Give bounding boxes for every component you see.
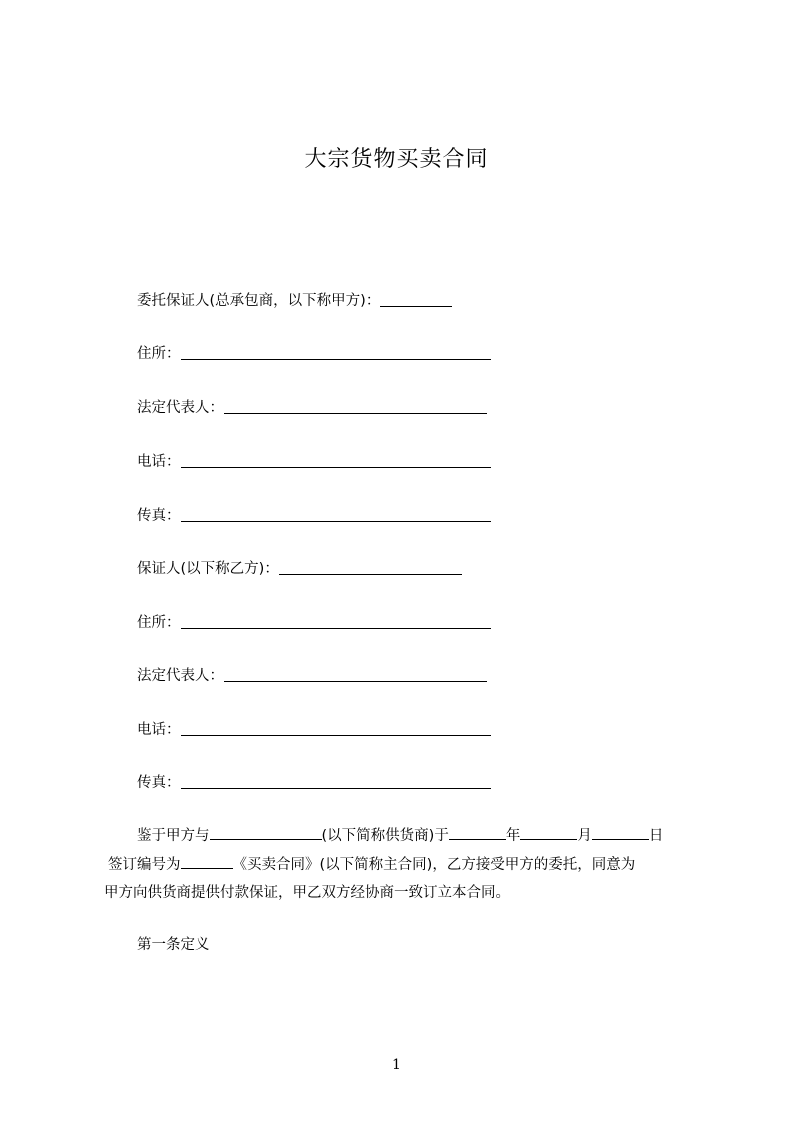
party-b-rep-label: 法定代表人： (137, 668, 224, 684)
party-b-rep-field (137, 665, 487, 685)
party-a-label: 委托保证人(总承包商，以下称甲方)： (137, 293, 381, 309)
party-a-fax-blank (181, 520, 491, 522)
supplier-blank (210, 838, 322, 840)
party-b-address-blank (181, 627, 491, 629)
party-a-address-label: 住所： (137, 346, 181, 362)
party-b-rep-blank (224, 680, 487, 682)
intro-text-2: (以下简称供货商)于 (321, 828, 449, 844)
party-a-rep-blank (224, 412, 487, 414)
contract-number-blank (181, 867, 233, 869)
year-blank (449, 838, 506, 840)
party-b-fax-blank (181, 787, 491, 789)
party-b-field (137, 558, 462, 578)
month-label: 月 (577, 828, 592, 844)
party-a-phone-field (137, 451, 491, 471)
day-blank (592, 838, 649, 840)
party-a-rep-label: 法定代表人： (137, 400, 224, 416)
month-blank (520, 838, 577, 840)
party-a-rep-field (137, 397, 487, 417)
party-a-blank (380, 305, 452, 307)
intro-line-2 (108, 853, 635, 874)
party-b-phone-label: 电话： (137, 722, 181, 738)
year-label: 年 (505, 828, 521, 844)
page-number: 1 (392, 1057, 401, 1073)
party-a-fax-label: 传真： (137, 508, 181, 524)
party-a-phone-label: 电话： (137, 454, 181, 470)
intro-text-3: 签订编号为 (108, 857, 181, 873)
party-a-phone-blank (181, 466, 491, 468)
day-label: 日 (648, 828, 664, 844)
party-b-phone-field (137, 719, 491, 739)
intro-text-1: 鉴于甲方与 (137, 828, 210, 844)
party-b-fax-field (137, 772, 491, 792)
party-a-field (137, 290, 452, 310)
party-b-blank (279, 573, 462, 575)
party-b-fax-label: 传真： (137, 775, 181, 791)
party-b-address-label: 住所： (137, 615, 181, 631)
intro-text-4: 《买卖合同》(以下简称主合同)，乙方接受甲方的委托，同意为 (232, 857, 636, 873)
section-heading: 第一条定义 (137, 937, 210, 953)
intro-line-1 (137, 824, 663, 845)
party-a-fax-field (137, 505, 491, 525)
party-b-phone-blank (181, 734, 491, 736)
intro-line-3: 甲方向供货商提供付款保证，甲乙双方经协商一致订立本合同。 (104, 885, 510, 901)
party-a-address-blank (181, 358, 491, 360)
party-a-address-field (137, 343, 491, 363)
party-b-label: 保证人(以下称乙方)： (137, 561, 279, 577)
document-title: 大宗货物买卖合同 (304, 147, 489, 172)
party-b-address-field (137, 612, 491, 632)
